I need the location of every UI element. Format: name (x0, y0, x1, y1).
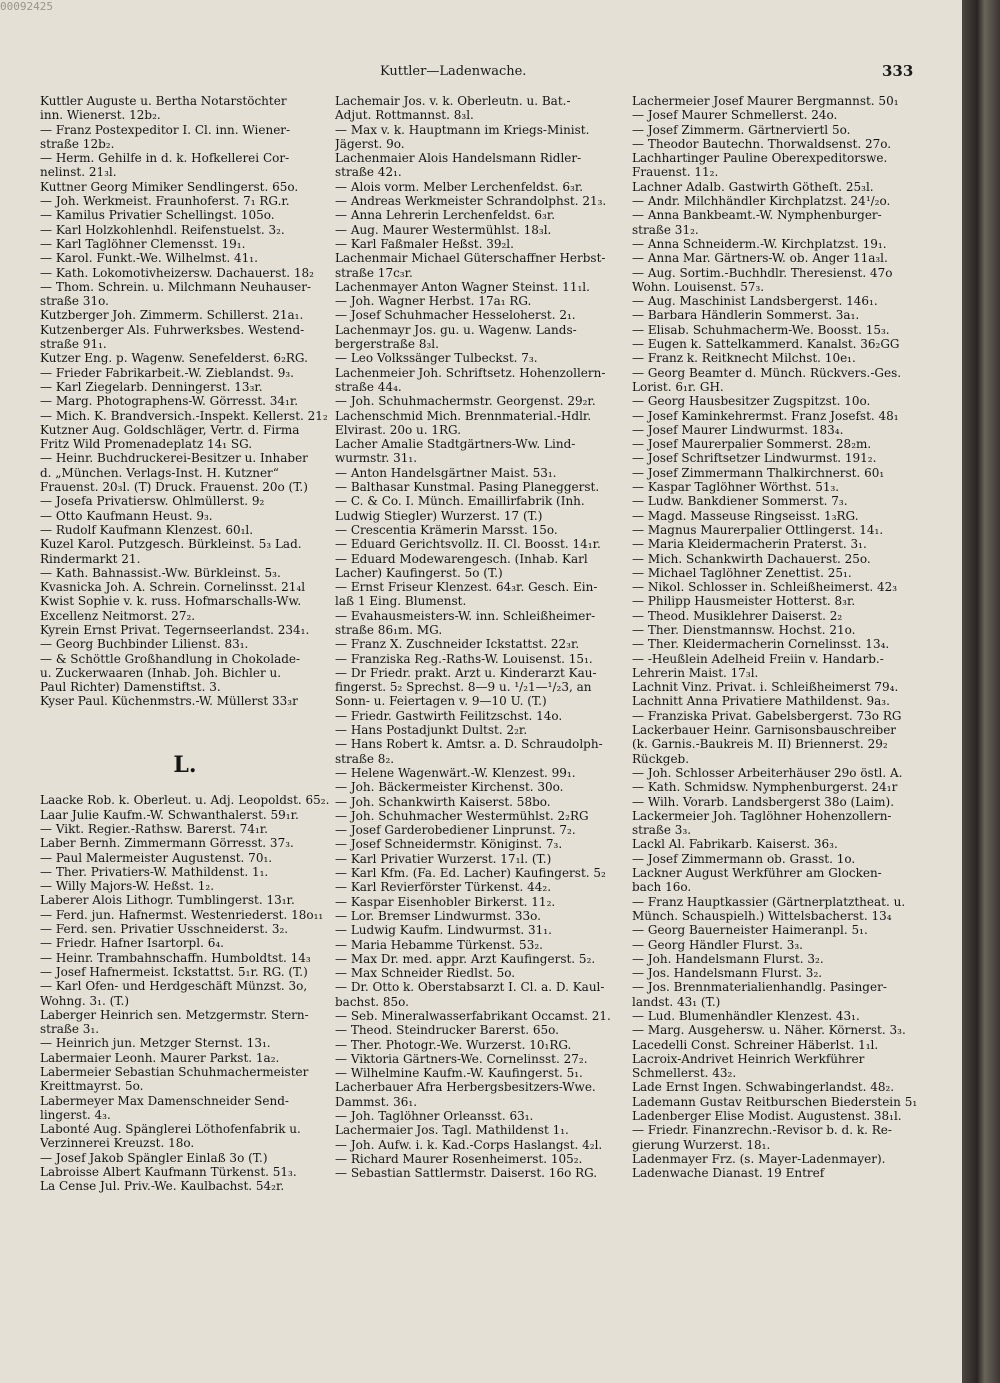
entry-line: bach 16o. (632, 880, 692, 895)
entry-line: Rindermarkt 21. (40, 551, 141, 566)
entry-line: — Karl Ofen- und Herdgeschäft Münzst. 3o, (40, 979, 308, 994)
entry-line: straße 8₂. (335, 751, 395, 766)
entry-line: — Karol. Funkt.-We. Wilhelmst. 41₁. (40, 251, 258, 266)
entry-line: (k. Garnis.-Baukreis M. II) Briennerst. 29₂ (632, 737, 888, 752)
running-head: Kuttler—Ladenwache. (380, 64, 527, 79)
column-3 (632, 94, 922, 1294)
entry-line: — Anna Bankbeamt.-W. Nymphenburger- (632, 208, 882, 223)
entry-line: Labermaier Leonh. Maurer Parkst. 1a₂. (40, 1050, 280, 1065)
entry-line: fingerst. 5₂ Sprechst. 8—9 u. ¹/₂1—¹/₂3, an (335, 680, 592, 695)
entry-line: — Karl Taglöhner Clemensst. 19₁. (40, 236, 246, 251)
entry-line: Lachenmayer Anton Wagner Steinst. 11₁l. (335, 279, 590, 294)
entry-line: Lachenmaier Alois Handelsmann Ridler- (335, 151, 582, 166)
entry-line: — Georg Bauerneister Haimeranpl. 5₁. (632, 923, 868, 938)
entry-line: — Viktoria Gärtners-We. Cornelinsst. 27₂. (335, 1051, 588, 1066)
entry-line: Lachenmeier Joh. Schriftsetz. Hohenzollern- (335, 365, 606, 380)
entry-line: — Karl Holzkohlenhdl. Reifenstuelst. 3₂. (40, 222, 285, 237)
entry-line: — Theodor Bautechn. Thorwaldsenst. 27o. (632, 136, 892, 151)
entry-line: d. „München. Verlags-Inst. H. Kutzner“ (40, 465, 279, 480)
entry-line: — Ther. Privatiers-W. Mathildenst. 1₁. (40, 864, 269, 879)
entry-line: — Karl Kfm. (Fa. Ed. Lacher) Kaufingerst. 5₂ (335, 866, 606, 881)
entry-line: Lorist. 6₁r. GH. (632, 379, 724, 394)
entry-line: — Michael Taglöhner Zenettist. 25₁. (632, 565, 852, 580)
entry-line: — Joh. Schuhmachermstr. Georgenst. 29₂r. (335, 394, 596, 409)
entry-line: — Josef Maurer Lindwurmst. 183₄. (632, 422, 844, 437)
entry-line: Kuttner Georg Mimiker Sendlingerst. 65o. (40, 179, 299, 194)
entry-line: Frauenst. 11₂. (632, 165, 719, 180)
entry-line: Lacherbauer Afra Herbergsbesitzers-Wwe. (335, 1080, 596, 1095)
entry-line: Lackerbauer Heinr. Garnisonsbauschreiber (632, 723, 897, 738)
entry-line: Kuttler Auguste u. Bertha Notarstöchter (40, 94, 287, 108)
entry-line: — -Heußlein Adelheid Freiin v. Handarb.- (632, 651, 884, 666)
entry-line: straße 86₁m. MG. (335, 622, 443, 637)
entry-line: straße 42₁. (335, 165, 402, 180)
entry-line: — Anton Handelsgärtner Maist. 53₁. (335, 465, 557, 480)
entry-line: Ladenmayer Frz. (s. Mayer-Ladenmayer). (632, 1151, 886, 1166)
entry-line: Lachnit Vinz. Privat. i. Schleißheimerst 79₄. (632, 680, 899, 695)
entry-line: wurmstr. 31₁. (335, 451, 418, 466)
entry-line: Lachhartinger Pauline Oberexpeditorswe. (632, 151, 888, 166)
entry-line: — Rudolf Kaufmann Klenzest. 60₁l. (40, 522, 254, 537)
entry-line: — Wilh. Vorarb. Landsbergerst 38o (Laim). (632, 794, 895, 809)
entry-line: Laberer Alois Lithogr. Tumblingerst. 13₁r. (40, 893, 295, 908)
entry-line: — Josef Schneidermstr. Königinst. 7₃. (335, 837, 563, 852)
entry-line: — Anna Lehrerin Lerchenfeldst. 6₃r. (335, 208, 556, 223)
entry-line: Lacher Amalie Stadtgärtners-Ww. Lind- (335, 437, 576, 452)
entry-line: bachst. 85o. (335, 994, 409, 1009)
entry-line: Verzinnerei Kreuzst. 18o. (40, 1136, 195, 1151)
entry-line: — Joh. Handelsmann Flurst. 3₂. (632, 951, 824, 966)
entry-line: Lackl Al. Fabrikarb. Kaiserst. 36₃. (632, 837, 838, 852)
entry-line: — Georg Beamter d. Münch. Rückvers.-Ges. (632, 365, 902, 380)
entry-line: — Josef Schuhmacher Hesseloherst. 2₁. (335, 308, 576, 323)
entry-line: — Jos. Handelsmann Flurst. 3₂. (632, 966, 823, 981)
entry-line: — Nikol. Schlosser in. Schleißheimerst. 42₃ (632, 580, 898, 595)
entry-line: — Herm. Gehilfe in d. k. Hofkellerei Cor- (40, 151, 290, 166)
entry-line: — Kamilus Privatier Schellingst. 105o. (40, 208, 275, 223)
entry-line: — Lud. Blumenhändler Klenzest. 43₁. (632, 1009, 860, 1023)
entry-line: — Anna Mar. Gärtners-W. ob. Anger 11a₃l. (632, 251, 888, 266)
entry-line: — Joh. Werkmeist. Fraunhoferst. 7₁ RG.r. (40, 194, 290, 209)
entry-line: Laberger Heinrich sen. Metzgermstr. Stern- (40, 1007, 309, 1022)
entry-line: — Willy Majors-W. Heßst. 1₂. (40, 879, 215, 894)
entry-line: — Franz Hauptkassier (Gärtnerplatztheat. u. (632, 894, 906, 909)
entry-line: nelinst. 21₃l. (40, 165, 117, 180)
entry-line: — Seb. Mineralwasserfabrikant Occamst. 21. (335, 1009, 611, 1023)
entry-line: — Hans Postadjunkt Dultst. 2₂r. (335, 723, 528, 738)
entry-line: — Franziska Privat. Gabelsbergerst. 73o RG (632, 708, 902, 723)
entry-line: Kreittmayrst. 5o. (40, 1079, 144, 1094)
entry-line: — Crescentia Krämerin Marsst. 15o. (335, 522, 558, 537)
entry-line: Lademann Gustav Reitburschen Biederstein 5₁ (632, 1094, 918, 1109)
entry-line: Kvasnicka Joh. A. Schrein. Cornelinsst. 21₄l (40, 580, 306, 595)
entry-line: — Josefa Privatiersw. Ohlmüllerst. 9₂ (40, 494, 265, 509)
entry-line: — Josef Zimmerm. Gärtnerviertl 5o. (632, 122, 851, 137)
entry-line: — Balthasar Kunstmal. Pasing Planeggerst. (335, 480, 600, 495)
entry-line: — Josef Maurerpalier Sommerst. 28₂m. (632, 437, 872, 452)
entry-line: — Paul Malermeister Augustenst. 70₁. (40, 850, 273, 865)
entry-line: Ladenwache Dianast. 19 Entref (632, 1166, 825, 1181)
entry-line: Lachermeier Josef Maurer Bergmannst. 50₁ (632, 94, 899, 108)
entry-line: Laacke Rob. k. Oberleut. u. Adj. Leopoldst. 65₂. (40, 793, 330, 808)
entry-line: — Kath. Schmidsw. Nymphenburgerst. 24₁r (632, 780, 898, 795)
entry-line: Rückgeb. (632, 751, 690, 766)
entry-line: — Ferd. jun. Hafnermst. Westenriederst. 18o₁₁ (40, 907, 324, 922)
entry-line: — Heinr. Buchdruckerei-Besitzer u. Inhaber (40, 451, 308, 466)
entry-line: — Max Dr. med. appr. Arzt Kaufingerst. 5₂. (335, 951, 596, 966)
entry-line (40, 723, 330, 737)
entry-line: — Maria Hebamme Türkenst. 53₂. (335, 937, 543, 952)
entry-line: Lachner Adalb. Gastwirth Götheſt. 25₃l. (632, 179, 874, 194)
entry-line: — Mich. K. Brandversich.-Inspekt. Kellerst. 21₂ (40, 408, 328, 423)
entry-line: — Max v. k. Hauptmann im Kriegs-Minist. (335, 122, 590, 137)
entry-line: Lade Ernst Ingen. Schwabingerlandst. 48₂. (632, 1080, 895, 1095)
entry-line: Lacedelli Const. Schreiner Häberlst. 1₁l. (632, 1037, 879, 1052)
column-2 (335, 94, 625, 1294)
entry-line: — Dr. Otto k. Oberstabsarzt I. Cl. a. D. Kaul- (335, 980, 605, 995)
entry-line: Frauenst. 20₃l. (T) Druck. Frauenst. 20o (T.) (40, 480, 308, 495)
entry-line: — Kaspar Eisenhobler Birkerst. 11₂. (335, 894, 556, 909)
entry-line: Sonn- u. Feiertagen v. 9—10 U. (T.) (335, 694, 547, 709)
entry-line: straße 91₁. (40, 337, 107, 352)
page-number: 333 (882, 62, 914, 80)
entry-line: — Ther. Photogr.-We. Wurzerst. 10₁RG. (335, 1037, 572, 1052)
entry-line: straße 31o. (40, 294, 109, 309)
scan-id: 00092425 (0, 0, 53, 13)
entry-line: — Aug. Sortim.-Buchhdlr. Theresienst. 47o (632, 265, 893, 280)
entry-line: Kutzberger Joh. Zimmerm. Schillerst. 21a₁. (40, 308, 304, 323)
entry-line: Kyser Paul. Küchenmstrs.-W. Müllerst 33₃r (40, 694, 298, 709)
entry-line: Lacher) Kaufingerst. 5o (T.) (335, 565, 503, 580)
entry-line: — Joh. Taglöhner Orleansst. 63₁. (335, 1109, 534, 1124)
entry-line: L. (173, 752, 197, 779)
entry-line: — Helene Wagenwärt.-W. Klenzest. 99₁. (335, 765, 576, 780)
entry-line: — Richard Maurer Rosenheimerst. 105₂. (335, 1151, 583, 1166)
entry-line: — Sebastian Sattlermstr. Daiserst. 16o RG. (335, 1166, 598, 1181)
entry-line: — Mich. Schankwirth Dachauerst. 25o. (632, 551, 871, 566)
entry-line: Lackermeier Joh. Taglöhner Hohenzollern- (632, 808, 892, 823)
entry-line: inn. Wienerst. 12b₂. (40, 108, 161, 123)
entry-line: Kutzner Aug. Goldschläger, Vertr. d. Firma (40, 422, 300, 437)
entry-line: — Ferd. sen. Privatier Usschneiderst. 3₂. (40, 922, 289, 937)
entry-line: straße 12b₂. (40, 136, 115, 151)
entry-line: — Aug. Maschinist Landsbergerst. 146₁. (632, 294, 878, 309)
entry-line: — Andreas Werkmeister Schrandolphst. 21₃. (335, 194, 607, 209)
entry-line: Laber Bernh. Zimmermann Görresst. 37₃. (40, 836, 294, 851)
entry-line: — Joh. Schlosser Arbeiterhäuser 29o östl. A. (632, 765, 903, 780)
entry-line: — Magd. Masseuse Ringseisst. 1₃RG. (632, 508, 859, 523)
entry-line: — Thom. Schrein. u. Milchmann Neuhauser- (40, 279, 312, 294)
entry-line: Kwist Sophie v. k. russ. Hofmarschalls-Ww. (40, 594, 302, 609)
entry-line: Excellenz Neitmorst. 27₂. (40, 608, 196, 623)
entry-line: lingerst. 4₃. (40, 1107, 111, 1122)
entry-line: — Joh. Wagner Herbst. 17a₁ RG. (335, 294, 532, 309)
entry-line: — Barbara Händlerin Sommerst. 3a₁. (632, 308, 860, 323)
entry-line: Lackner August Werkführer am Glocken- (632, 866, 882, 881)
entry-line: — Aug. Maurer Westermühlst. 18₃l. (335, 222, 552, 237)
entry-line: — Josef Schriftsetzer Lindwurmst. 191₂. (632, 451, 877, 466)
entry-line: — Karl Privatier Wurzerst. 17₁l. (T.) (335, 851, 552, 866)
entry-line: — Magnus Maurerpalier Ottlingerst. 14₁. (632, 522, 884, 537)
entry-line: Lachenmayr Jos. gu. u. Wagenw. Lands- (335, 322, 577, 337)
column-1 (40, 94, 330, 1294)
entry-line: — Franz X. Zuschneider Ickstattst. 22₃r. (335, 637, 580, 652)
entry-line: Labermeier Sebastian Schuhmachermeister (40, 1065, 309, 1079)
entry-line: — Friedr. Gastwirth Feilitzschst. 14o. (335, 708, 563, 723)
entry-line: — Lor. Bremser Lindwurmst. 33o. (335, 908, 541, 923)
entry-line: — Hans Robert k. Amtsr. a. D. Schraudolph- (335, 737, 603, 752)
entry-line: — & Schöttle Großhandlung in Chokolade- (40, 651, 301, 666)
entry-line: — Elisab. Schuhmacherm-We. Boosst. 15₃. (632, 322, 890, 337)
entry-line: Kyrein Ernst Privat. Tegernseerlandst. 234₁. (40, 622, 310, 637)
entry-line: Kutzenberger Als. Fuhrwerksbes. Westend- (40, 322, 305, 337)
entry-line: — Ludwig Kaufm. Lindwurmst. 31₁. (335, 923, 552, 938)
entry-line: — Franz k. Reitknecht Milchst. 10e₁. (632, 351, 856, 366)
entry-line: Lacroix-Andrivet Heinrich Werkführer (632, 1051, 865, 1066)
entry-line: — Joh. Schankwirth Kaiserst. 58bo. (335, 794, 551, 809)
entry-line: — Jos. Brennmaterialienhandlg. Pasinger- (632, 980, 887, 995)
entry-line: Paul Richter) Damenstiftst. 3. (40, 680, 221, 695)
entry-line: Adjut. Rottmannst. 8₃l. (335, 108, 474, 123)
entry-line: — Josef Zimmermann ob. Grasst. 1o. (632, 851, 856, 866)
entry-line: straße 17c₃r. (335, 265, 413, 280)
entry-line: — Ludw. Bankdiener Sommerst. 7₃. (632, 494, 848, 509)
entry-line: — Andr. Milchhändler Kirchplatzst. 24¹/₂o. (632, 194, 891, 209)
entry-line: — Josef Zimmermann Thalkirchnerst. 60₁ (632, 465, 885, 480)
entry-line: — Josef Garderobediener Linprunst. 7₂. (335, 823, 576, 838)
entry-line: Lachenmair Michael Güterschaffner Herbst- (335, 251, 606, 266)
entry-line: — Leo Volkssänger Tulbeckst. 7₃. (335, 351, 538, 366)
entry-line: Jägerst. 9o. (335, 136, 405, 151)
entry-line: Ladenberger Elise Modist. Augustenst. 38₁l. (632, 1109, 902, 1124)
entry-line: — C. & Co. I. Münch. Emaillirfabrik (Inh. (335, 494, 585, 509)
entry-line: — Alois vorm. Melber Lerchenfeldst. 6₃r. (335, 179, 584, 194)
entry-line: — Eduard Modewarengesch. (Inhab. Karl (335, 551, 588, 566)
entry-line: Münch. Schauspielh.) Wittelsbacherst. 13₄ (632, 908, 892, 923)
entry-line: u. Zuckerwaaren (Inhab. Joh. Bichler u. (40, 665, 282, 680)
entry-line: Lachermaier Jos. Tagl. Mathildenst 1₁. (335, 1123, 569, 1138)
entry-line: Elvirast. 20o u. 1RG. (335, 422, 462, 437)
entry-line: — Georg Buchbinder Lilienst. 83₁. (40, 637, 249, 652)
entry-line: straße 3₃. (632, 823, 692, 838)
entry-line: — Philipp Hausmeister Hotterst. 8₃r. (632, 594, 856, 609)
entry-line: — Friedr. Finanzrechn.-Revisor b. d. k. Re- (632, 1123, 892, 1138)
entry-line: laß 1 Eing. Blumenst. (335, 594, 467, 609)
entry-line: Ludwig Stiegler) Wurzerst. 17 (T.) (335, 508, 543, 523)
entry-line: Fritz Wild Promenadeplatz 14₁ SG. (40, 437, 253, 452)
book-edge (962, 0, 1000, 1383)
entry-line: — Max Schneider Riedlst. 5o. (335, 966, 516, 981)
entry-line: Labonté Aug. Spänglerei Löthofenfabrik u. (40, 1122, 301, 1137)
entry-line: Lehrerin Maist. 17₃l. (632, 665, 759, 680)
entry-line: — Theod. Musiklehrer Daiserst. 2₂ (632, 608, 843, 623)
entry-line: — Vikt. Regier.-Rathsw. Barerst. 74₁r. (40, 821, 268, 836)
entry-line: — Josef Jakob Spängler Einlaß 3o (T.) (40, 1150, 268, 1165)
entry-line: Wohng. 3₁. (T.) (40, 993, 130, 1008)
entry-line: — Kath. Lokomotivheizersw. Dachauerst. 18₂ (40, 265, 314, 280)
entry-line: landst. 43₁ (T.) (632, 994, 721, 1009)
entry-line: — Marg. Ausgehersw. u. Näher. Körnerst. 3₃. (632, 1023, 906, 1038)
entry-line: — Maria Kleidermacherin Praterst. 3₁. (632, 537, 867, 552)
entry-line: Labermeyer Max Damenschneider Send- (40, 1093, 289, 1108)
entry-line: Labroisse Albert Kaufmann Türkenst. 51₃. (40, 1165, 297, 1180)
entry-line: Schmellerst. 43₂. (632, 1066, 737, 1081)
entry-line: — Otto Kaufmann Heust. 9₃. (40, 508, 213, 523)
entry-line: La Cense Jul. Priv.-We. Kaulbachst. 54₂r. (40, 1179, 285, 1194)
entry-line: — Heinrich jun. Metzger Sternst. 13₁. (40, 1036, 271, 1051)
entry-line: Laar Julie Kaufm.-W. Schwanthalerst. 59₁r. (40, 807, 299, 822)
entry-line: straße 44₄. (335, 379, 402, 394)
entry-line: — Frieder Fabrikarbeit.-W. Zieblandst. 9₃. (40, 365, 294, 380)
entry-line: — Theod. Steindrucker Barerst. 65o. (335, 1023, 559, 1038)
entry-line: — Kath. Bahnassist.-Ww. Bürkleinst. 5₃. (40, 565, 281, 580)
entry-line: — Kaspar Taglöhner Wörthst. 51₃. (632, 480, 840, 495)
entry-line: Wohn. Louisenst. 57₃. (632, 279, 765, 294)
entry-line: — Ther. Dienstmannsw. Hochst. 21o. (632, 622, 856, 637)
entry-line: — Franziska Reg.-Raths-W. Louisenst. 15₁. (335, 651, 593, 666)
entry-line: — Karl Faßmaler Heßst. 39₂l. (335, 236, 514, 251)
entry-line: — Joh. Schuhmacher Westermühlst. 2₂RG (335, 808, 589, 823)
entry-line: — Franz Postexpeditor I. Cl. inn. Wiener- (40, 122, 291, 137)
entry-line: Lachnitt Anna Privatiere Mathildenst. 9a₃. (632, 694, 890, 709)
entry-line: — Georg Händler Flurst. 3₃. (632, 937, 803, 952)
entry-line: — Wilhelmine Kaufm.-W. Kaufingerst. 5₁. (335, 1066, 583, 1081)
entry-line: — Anna Schneiderm.-W. Kirchplatzst. 19₁. (632, 236, 887, 251)
entry-line: gierung Wurzerst. 18₁. (632, 1137, 771, 1152)
entry-line: — Heinr. Trambahnschaffn. Humboldtst. 14₃ (40, 950, 311, 965)
entry-line: — Eugen k. Sattelkammerd. Kanalst. 36₂GG (632, 337, 900, 352)
entry-line: — Ther. Kleidermacherin Cornelinsst. 13₄. (632, 637, 890, 652)
entry-line: Dammst. 36₁. (335, 1094, 418, 1109)
entry-line: — Georg Hausbesitzer Zugspitzst. 10o. (632, 394, 871, 409)
entry-line: — Joh. Bäckermeister Kirchenst. 30o. (335, 780, 564, 795)
entry-line: — Marg. Photographens-W. Görresst. 34₁r. (40, 394, 299, 409)
entry-line: Lachemair Jos. v. k. Oberleutn. u. Bat.- (335, 94, 571, 108)
entry-line (40, 709, 330, 723)
entry-line: — Josef Kaminkehrermst. Franz Josefst. 48₁ (632, 408, 899, 423)
entry-line: — Josef Hafnermeist. Ickstattst. 5₁r. RG. (T.) (40, 964, 308, 979)
entry-line: Kutzer Eng. p. Wagenw. Senefelderst. 6₂RG. (40, 351, 308, 366)
entry-line: — Dr Friedr. prakt. Arzt u. Kinderarzt Kau- (335, 665, 597, 680)
entry-line: Kuzel Karol. Putzgesch. Bürkleinst. 5₃ Lad. (40, 537, 302, 552)
entry-line: — Evahausmeisters-W. inn. Schleißheimer- (335, 608, 596, 623)
entry-line: straße 31₂. (632, 222, 699, 237)
entry-line: — Eduard Gerichtsvollz. II. Cl. Boosst. 14₁r. (335, 537, 601, 552)
entry-line: — Karl Revierförster Türkenst. 44₂. (335, 880, 552, 895)
entry-line: — Ernst Friseur Klenzest. 64₃r. Gesch. Ein- (335, 580, 598, 595)
entry-line: Lachenschmid Mich. Brennmaterial.-Hdlr. (335, 408, 592, 423)
entry-line: bergerstraße 8₃l. (335, 337, 439, 352)
entry-line: — Josef Maurer Schmellerst. 24o. (632, 108, 838, 123)
entry-line: — Friedr. Hafner Isartorpl. 6₄. (40, 936, 224, 951)
entry-line: — Joh. Aufw. i. k. Kad.-Corps Haslangst. 4₂l. (335, 1137, 603, 1152)
entry-line: — Karl Ziegelarb. Denningerst. 13₃r. (40, 379, 263, 394)
entry-line: straße 3₁. (40, 1022, 100, 1037)
